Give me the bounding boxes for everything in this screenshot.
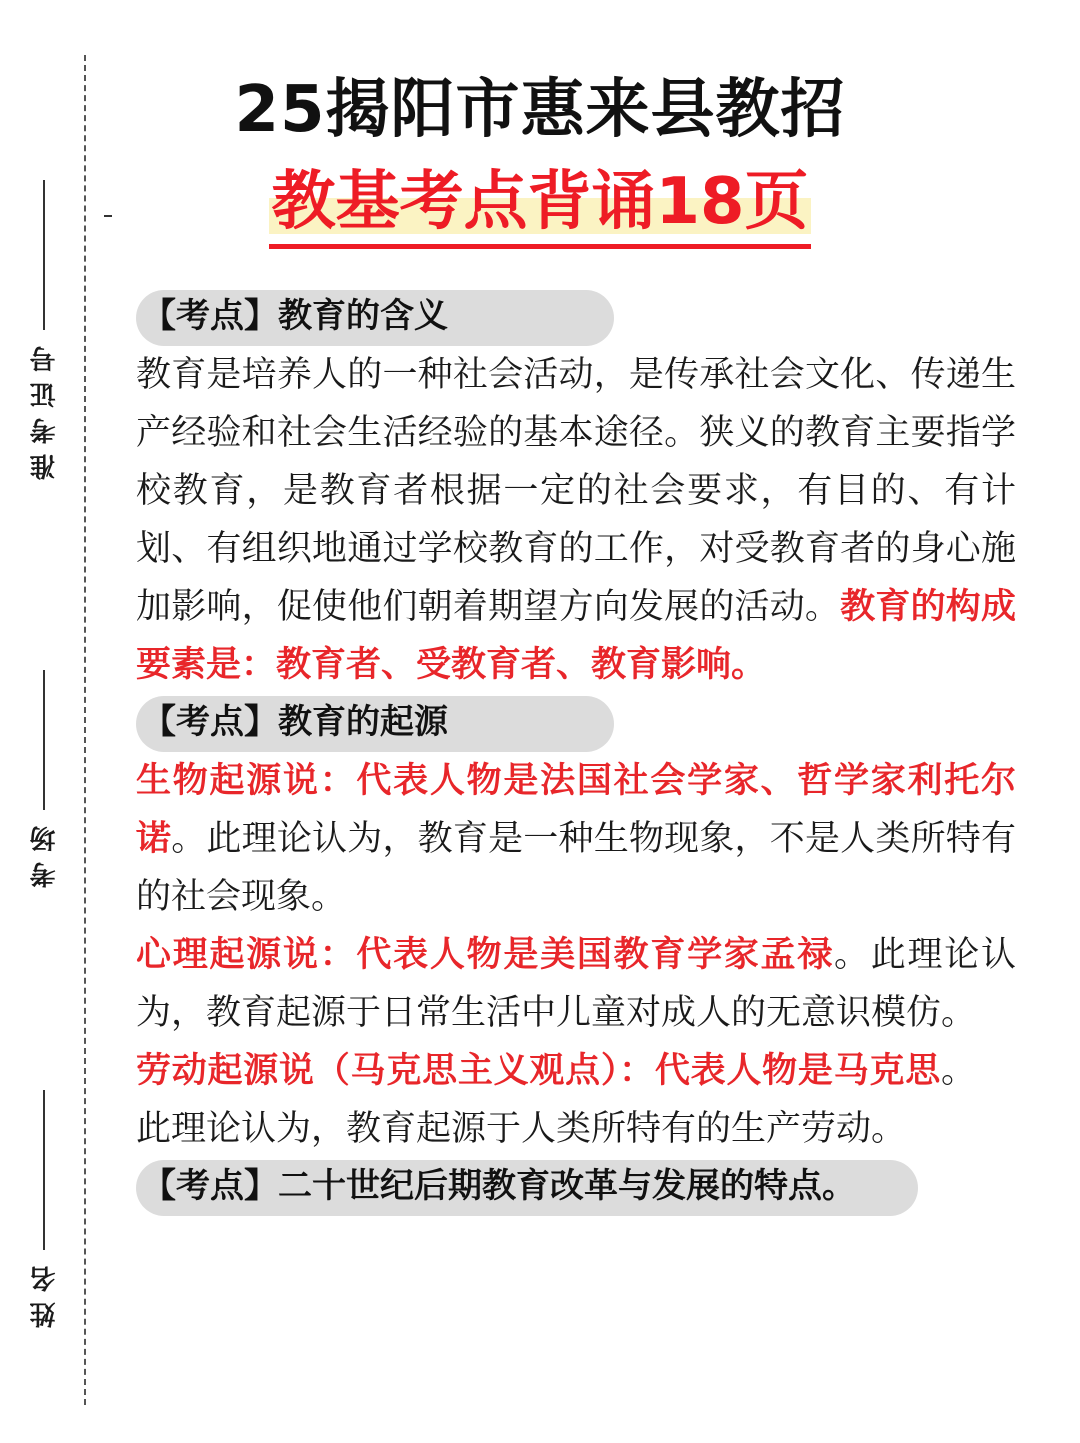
highlight-text: 教育的构成要素是：教育者、受教育者、教育影响。 [136,587,1016,685]
highlight-text: 心理起源说：代表人物是美国教育学家孟禄 [136,935,835,975]
paragraph-text: 教育是培养人的一种社会活动，是传承社会文化、传递生产经验和社会生活经验的基本途径。狭义的教育主要指学校教育，是教育者根据一定的社会要求，有目的、有计划、有组织地通过学校教育的工作，对受教育者的身心施加影响，促使他们朝着期望方向发展的活动。 [136,355,1016,627]
paragraph-text: 。此理论认为，教育起源于日常生活中儿童对成人的无意识模仿。 [136,935,1016,1033]
exam-id-label: 准考证号 [29,336,60,480]
student-name-label: 姓名 [29,1256,60,1328]
section-heading [136,694,1016,752]
binding-tick [104,215,112,217]
main-content [136,288,1016,1216]
subtitle-wrap [160,160,920,249]
page-title: 25揭阳市惠来县教招 [234,73,846,147]
paragraph [136,752,1016,926]
paragraph [136,1042,1016,1158]
exam-id-field [20,180,68,480]
heading-text: 【考点】教育的起源 [142,702,448,742]
section-heading [136,288,1016,346]
paragraph-text: 。此理论认为，教育起源于人类所特有的生产劳动。 [136,1051,976,1149]
highlight-text: 劳动起源说（马克思主义观点）：代表人物是马克思 [136,1051,941,1091]
heading-text: 【考点】教育的含义 [142,296,448,336]
paragraph [136,346,1016,694]
student-name-underline [43,1090,45,1250]
exam-room-label: 考场 [29,816,60,888]
highlight-text: 生物起源说：代表人物是法国社会学家、哲学家利托尔诺 [136,761,1016,859]
section-heading [136,1158,1016,1216]
exam-room-underline [43,670,45,810]
binding-dashed-line [84,55,86,1405]
exam-room-field [20,670,68,888]
heading-text: 【考点】二十世纪后期教育改革与发展的特点。 [142,1166,856,1206]
paragraph [136,926,1016,1042]
exam-id-underline [43,180,45,330]
page-subtitle: 教基考点背诵18页 [269,160,810,249]
paragraph-text: 。此理论认为，教育是一种生物现象，不是人类所特有的社会现象。 [136,819,1016,917]
student-name-field [20,1090,68,1328]
